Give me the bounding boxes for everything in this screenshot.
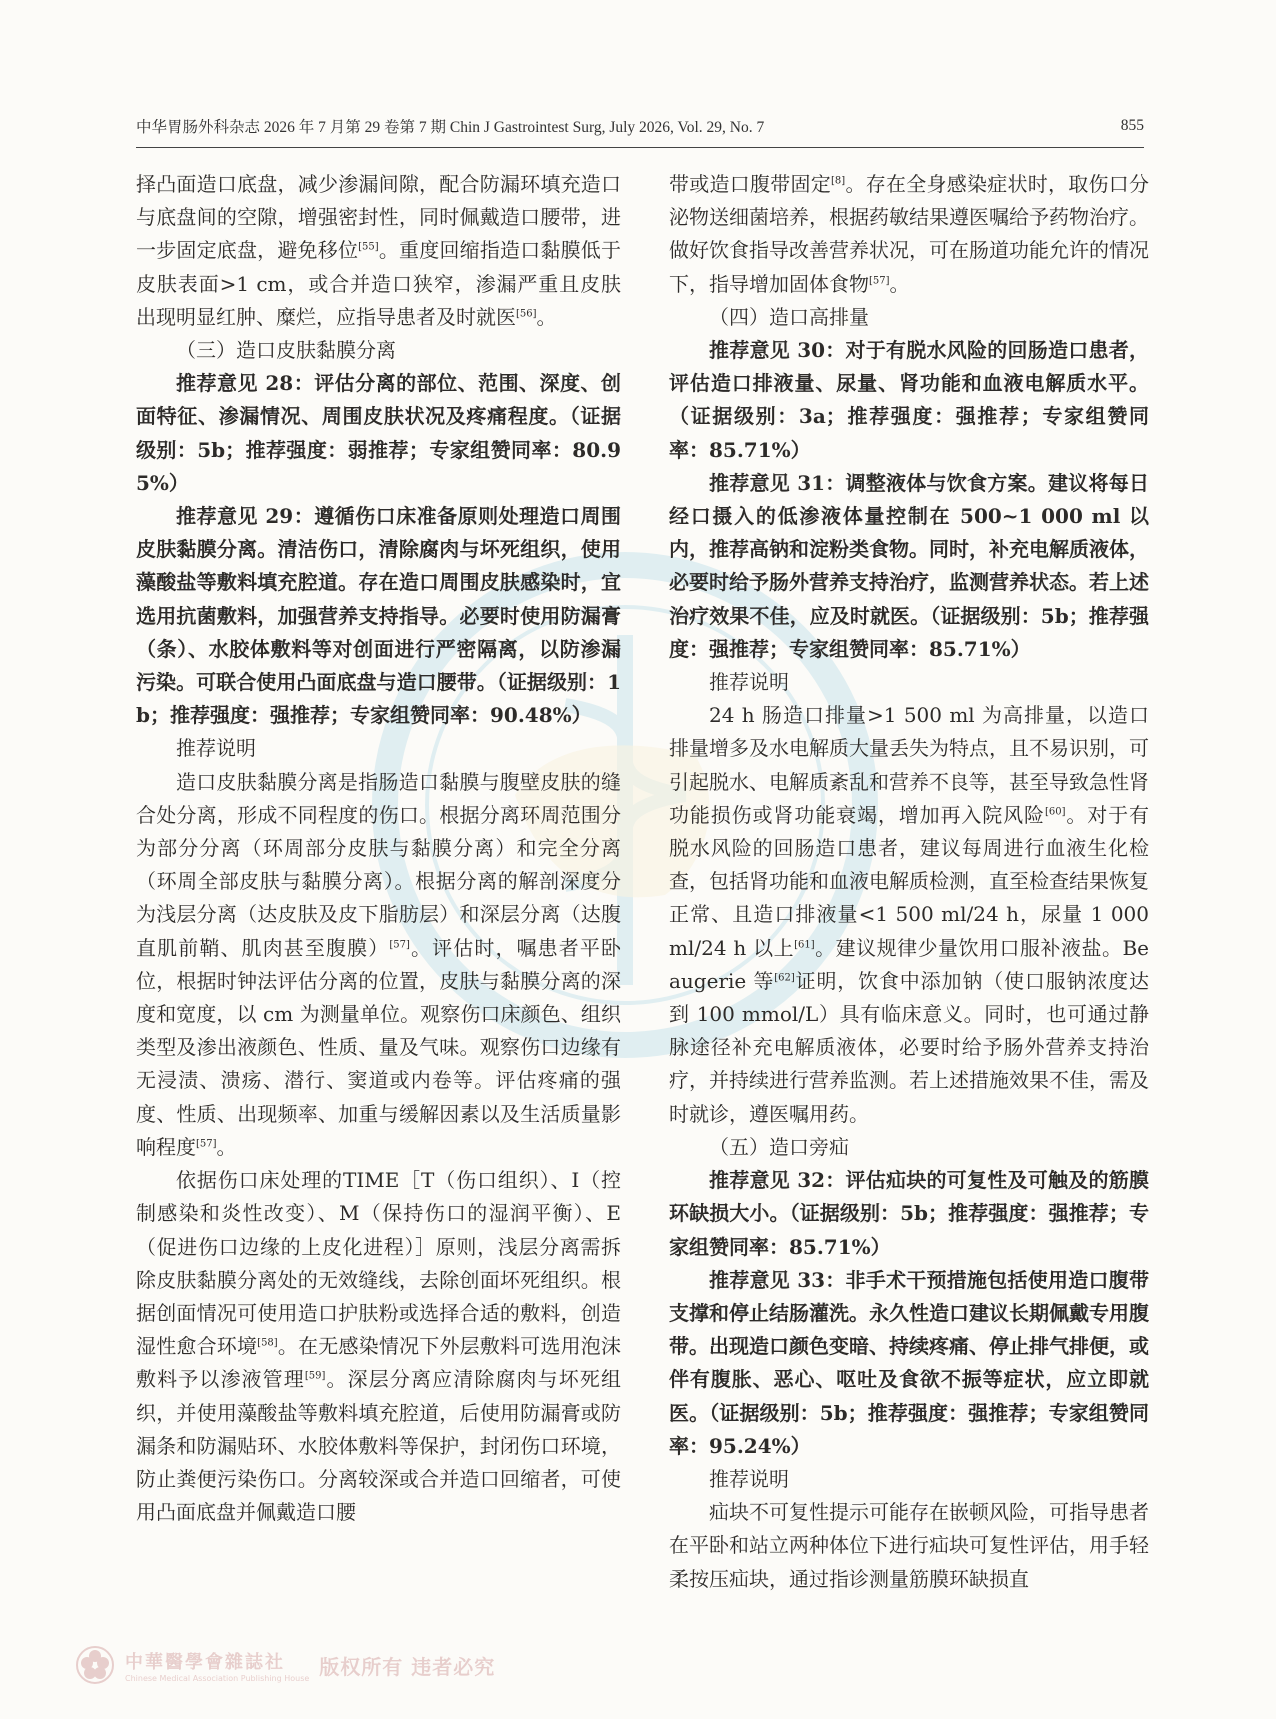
body-paragraph bbox=[669, 699, 1149, 1131]
publisher-name: 中華醫學會雜誌社 bbox=[125, 1651, 285, 1673]
body-paragraph bbox=[136, 766, 621, 1164]
body-paragraph bbox=[669, 168, 1149, 301]
paragraph-text: 。存在全身感染症状时，取伤口分泌物送细菌培养，根据药敏结果遵医嘱给予药物治疗。做好饮食指导改善营养状况，可在肠道功能允许的情况下，指导增加固体食物 bbox=[669, 172, 1150, 296]
paragraph-text: （三）造口皮肤黏膜分离 bbox=[176, 338, 396, 363]
paragraph-text: 推荐意见 33：非手术干预措施包括使用造口腹带支撑和停止结肠灌洗。永久性造口建议长期佩戴专用腹带。出现造口颜色变暗、持续疼痛、停止排气排便，或伴有腹胀、恶心、呕吐及食欲不振等症状，应立即就医。（证据级别：5b；推荐强度：强推荐；专家组赞同率：95.24%） bbox=[669, 1267, 1149, 1458]
paragraph-text: 推荐意见 30：对于有脱水风险的回肠造口患者，评估造口排液量、尿量、肾功能和血液电解质水平。（证据级别：3a；推荐强度：强推荐；专家组赞同率：85.71%） bbox=[669, 338, 1149, 462]
flower-logo-icon bbox=[75, 1645, 115, 1685]
left-column bbox=[136, 168, 621, 1529]
recommendation-paragraph bbox=[669, 1164, 1149, 1264]
paragraph-text: 推荐说明 bbox=[709, 1466, 789, 1491]
recommendation-paragraph bbox=[136, 500, 621, 732]
paragraph-text: 推荐说明 bbox=[176, 736, 256, 761]
paragraph-text: 带或造口腹带固定 bbox=[669, 172, 832, 196]
body-paragraph bbox=[136, 1164, 621, 1529]
section-heading bbox=[136, 732, 621, 765]
paragraph-text: 。 bbox=[889, 271, 910, 296]
paragraph-text: 造口皮肤黏膜分离是指肠造口黏膜与腹壁皮肤的缝合处分离，形成不同程度的伤口。根据分离环周范围分为部分分离（环周部分皮肤与黏膜分离）和完全分离（环周全部皮肤与黏膜分离）。根据分离的解剖深度分为浅层分离（达皮肤及皮下脂肪层）和深层分离（达腹直肌前鞘、肌肉甚至腹膜） bbox=[136, 769, 621, 960]
paragraph-text: （四）造口高排量 bbox=[709, 304, 869, 329]
recommendation-paragraph bbox=[669, 467, 1149, 666]
citation-ref: [57] bbox=[869, 274, 890, 286]
paragraph-text: 。 bbox=[216, 1134, 237, 1159]
recommendation-paragraph bbox=[669, 1264, 1149, 1463]
publisher-text-block bbox=[125, 1648, 309, 1683]
paragraph-text: 24 h 肠造口排量>1 500 ml 为高排量，以造口排量增多及水电解质大量丢失为特点，且不易识别，可引起脱水、电解质紊乱和营养不良等，甚至导致急性肾功能损伤或肾功能衰竭，增加再入院风险 bbox=[669, 703, 1149, 827]
paragraph-text: 。重度回缩指造口黏膜低于皮肤表面>1 cm，或合并造口狭窄，渗漏严重且皮肤出现明显红肿、糜烂，应指导患者及时就医 bbox=[136, 238, 622, 329]
citation-ref: [8] bbox=[831, 175, 846, 187]
paragraph-text: 推荐意见 31：调整液体与饮食方案。建议将每日经口摄入的低渗液体量控制在 500~1 000 ml 以内，推荐高钠和淀粉类食物。同时，补充电解质液体，必要时给予肠外营养支持治疗，监测营养状态。若上述治疗效果不佳，应及时就医。（证据级别：5b；推荐强度：强推荐；专家组赞同率：85.71%） bbox=[669, 470, 1149, 661]
body-paragraph bbox=[669, 1496, 1149, 1596]
citation-ref: [55] bbox=[358, 241, 379, 253]
body-paragraph bbox=[136, 168, 621, 334]
paragraph-text: 。在无感染情况下外层敷料可选用泡沫敷料予以渗液管理 bbox=[136, 1334, 622, 1392]
citation-ref: [58] bbox=[257, 1337, 278, 1349]
paragraph-text: 。评估时，嘱患者平卧位，根据时钟法评估分离的位置，皮肤与黏膜分离的深度和宽度，以 cm 为测量单位。观察伤口床颜色、组织类型及渗出液颜色、性质、量及气味。观察伤口边缘有无浸渍、溃疡、潜行、窦道或内卷等。评估疼痛的强度、性质、出现频率、加重与缓解因素以及生活质量影响程度 bbox=[136, 935, 622, 1159]
publisher-watermark bbox=[75, 1640, 515, 1690]
citation-ref: [56] bbox=[516, 308, 537, 320]
journal-citation: 中华胃肠外科杂志 2026 年 7 月第 29 卷第 7 期 Chin J Gastrointest Surg, July 2026, Vol. 29, No. 7 bbox=[136, 119, 765, 136]
section-heading bbox=[669, 666, 1149, 699]
page-number: 855 bbox=[1120, 117, 1144, 134]
paragraph-text: 推荐意见 28：评估分离的部位、范围、深度、创面特征、渗漏情况、周围皮肤状况及疼痛程度。（证据级别：5b；推荐强度：弱推荐；专家组赞同率：80.95%） bbox=[136, 371, 621, 495]
paragraph-text: 。深层分离应清除腐肉与坏死组织，并使用藻酸盐等敷料填充腔道，后使用防漏膏或防漏条和防漏贴环、水胶体敷料等保护，封闭伤口环境，防止粪便污染伤口。分离较深或合并造口回缩者，可使用凸面底盘并佩戴造口腰 bbox=[136, 1367, 622, 1525]
paragraph-text: 择凸面造口底盘，减少渗漏间隙，配合防漏环填充造口与底盘间的空隙，增强密封性，同时佩戴造口腰带，进一步固定底盘，避免移位 bbox=[136, 172, 621, 263]
section-heading bbox=[669, 301, 1149, 334]
paragraph-text: 依据伤口床处理的TIME［T（伤口组织）、I（控制感染和炎性改变）、M（保持伤口的湿润平衡）、E（促进伤口边缘的上皮化进程）］原则，浅层分离需拆除皮肤黏膜分离处的无效缝线，去除创面坏死组织。根据创面情况可使用造口护肤粉或选择合适的敷料，创造湿性愈合环境 bbox=[136, 1168, 621, 1359]
paragraph-text: 。 bbox=[536, 304, 557, 329]
paragraph-text: 推荐意见 32：评估疝块的可复性及可触及的筋膜环缺损大小。（证据级别：5b；推荐强度：强推荐；专家组赞同率：85.71%） bbox=[669, 1168, 1149, 1259]
copyright-slogan: 版权所有 违者必究 bbox=[319, 1654, 496, 1679]
citation-ref: [57] bbox=[196, 1138, 217, 1150]
right-column bbox=[669, 168, 1149, 1596]
citation-ref: [61] bbox=[794, 939, 815, 951]
paragraph-text: 推荐说明 bbox=[709, 670, 789, 695]
citation-ref: [60] bbox=[1044, 806, 1066, 818]
section-heading bbox=[669, 1131, 1149, 1164]
paragraph-text: （五）造口旁疝 bbox=[709, 1134, 849, 1159]
section-heading bbox=[669, 1463, 1149, 1496]
citation-ref: [57] bbox=[389, 939, 410, 951]
header-rule bbox=[136, 147, 1144, 148]
section-heading bbox=[136, 334, 621, 367]
citation-ref: [62] bbox=[774, 972, 795, 984]
recommendation-paragraph bbox=[136, 367, 621, 500]
publisher-english-name: Chinese Medical Association Publishing House bbox=[125, 1673, 310, 1683]
recommendation-paragraph bbox=[669, 334, 1149, 467]
paragraph-text: 疝块不可复性提示可能存在嵌顿风险，可指导患者在平卧和站立两种体位下进行疝块可复性评估，用手轻柔按压疝块，通过指诊测量筋膜环缺损直 bbox=[669, 1500, 1149, 1591]
paragraph-text: 。建议规律少量饮用口服补液盐。Beaugerie 等 bbox=[669, 935, 1149, 993]
running-header bbox=[136, 112, 1144, 140]
paragraph-text: 推荐意见 29：遵循伤口床准备原则处理造口周围皮肤黏膜分离。清洁伤口，清除腐肉与坏死组织，使用藻酸盐等敷料填充腔道。存在造口周围皮肤感染时，宜选用抗菌敷料，加强营养支持指导。必要时使用防漏膏（条）、水胶体敷料等对创面进行严密隔离，以防渗漏污染。可联合使用凸面底盘与造口腰带。（证据级别：1b；推荐强度：强推荐；专家组赞同率：90.48%） bbox=[136, 504, 621, 728]
citation-ref: [59] bbox=[304, 1370, 326, 1382]
paragraph-text: 。对于有脱水风险的回肠造口患者，建议每周进行血液生化检查，包括肾功能和血液电解质检测，直至检查结果恢复正常、且造口排液量<1 500 ml/24 h，尿量 1 000 ml/24 h 以上 bbox=[669, 802, 1150, 960]
paragraph-text: 证明，饮食中添加钠（使口服钠浓度达到 100 mmol/L）具有临床意义。同时，也可通过静脉途径补充电解质液体，必要时给予肠外营养支持治疗，并持续进行营养监测。若上述措施效果不佳，需及时就诊，遵医嘱用药。 bbox=[669, 968, 1150, 1126]
